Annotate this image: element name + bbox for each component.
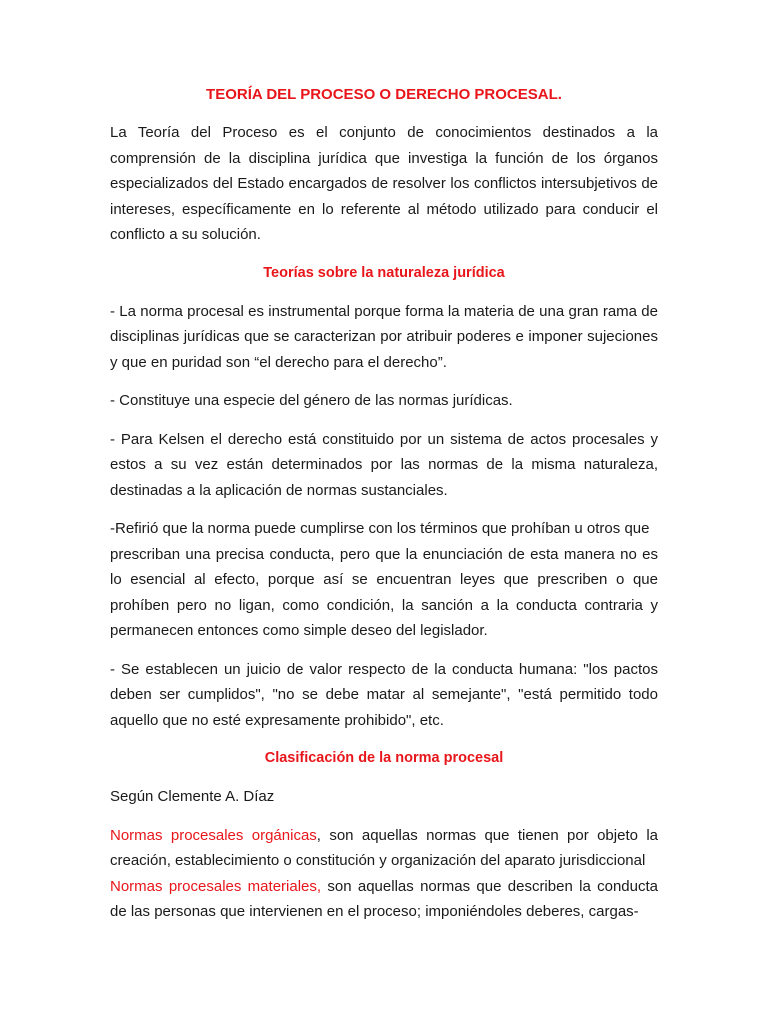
definition-normas-organicas: , son aquellas normas que tienen por objeto la creación, establecimiento o constitución y organización del aparato jurisdiccional <box>110 826 658 869</box>
document-body <box>110 82 658 925</box>
intro-paragraph: La Teoría del Proceso es el conjunto de conocimientos destinados a la comprensión de la disciplina jurídica que investiga la función de los órganos especializados del Estado encargados de resolver los conflictos intersubjetivos de intereses, específicamente en lo referente al método utilizado para conducir el conflicto a su solución. <box>110 124 658 243</box>
paragraph-norma-instrumental: - La norma procesal es instrumental porque forma la materia de una gran rama de disciplinas jurídicas que se caracterizan por atribuir poderes e imponer sujeciones y que en puridad son “el derecho para el derecho”. <box>110 302 658 371</box>
paragraph-juicio-valor: - Se establecen un juicio de valor respecto de la conducta humana: "los pactos deben ser cumplidos", "no se debe matar al semejante", "está permitido todo aquello que no esté expresamente prohibido", etc. <box>110 660 658 729</box>
paragraph-especie-genero: - Constituye una especie del género de las normas jurídicas. <box>110 392 513 409</box>
definition-normas-materiales: son aquellas normas que describen la conducta de las personas que intervienen en el proceso; imponiéndoles deberes, cargas- <box>110 877 658 920</box>
term-normas-organicas: Normas procesales orgánicas <box>110 826 317 844</box>
author-line: Según Clemente A. Díaz <box>110 788 275 805</box>
paragraph-normas-materiales <box>110 874 658 925</box>
section-heading-teorias: Teorías sobre la naturaleza jurídica <box>263 264 505 281</box>
paragraph-refirio-first-line: -Refirió que la norma puede cumplirse con los términos que prohíban u otros que <box>110 520 650 537</box>
document-title: TEORÍA DEL PROCESO O DERECHO PROCESAL. <box>206 86 562 103</box>
paragraph-refirio-continuation: prescriban una precisa conducta, pero que la enunciación de esta manera no es lo esencial al efecto, porque así se encuentran leyes que prescriben o que prohíben pero no ligan, como condición, la sanción a la conducta contraria y permanecen entonces como simple deseo del legislador. <box>110 545 658 639</box>
paragraph-kelsen: - Para Kelsen el derecho está constituido por un sistema de actos procesales y estos a su vez están determinados por las normas de la misma naturaleza, destinadas a la aplicación de normas sustanciales. <box>110 430 658 499</box>
section-heading-clasificacion: Clasificación de la norma procesal <box>264 750 504 766</box>
paragraph-normas-organicas <box>110 823 658 874</box>
term-normas-materiales: Normas procesales materiales, <box>110 877 322 895</box>
paragraph-refirio <box>110 516 658 644</box>
